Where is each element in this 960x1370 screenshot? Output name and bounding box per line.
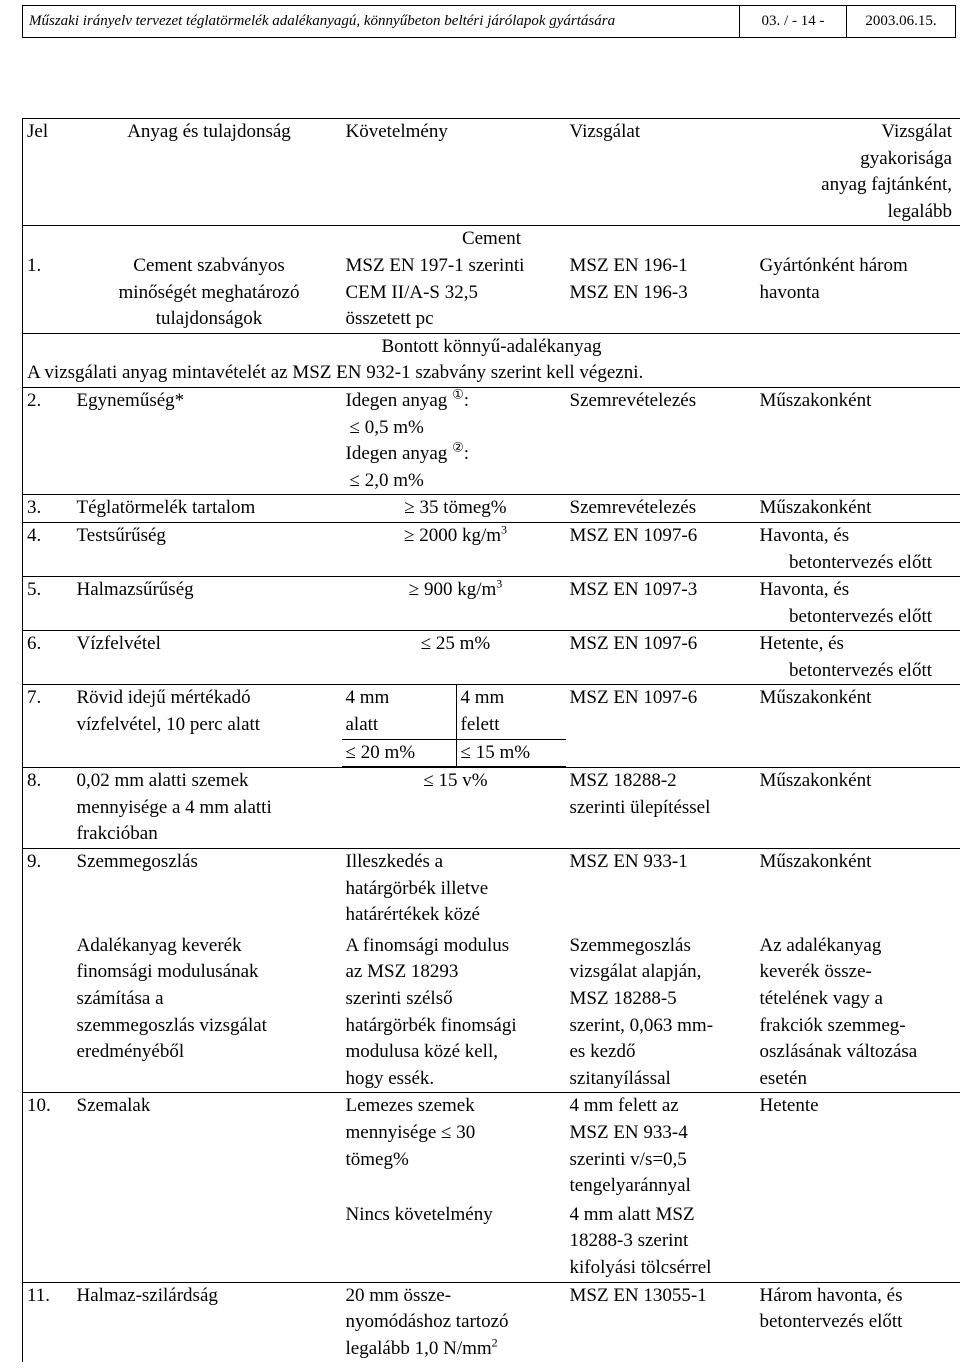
row-number: 6. bbox=[23, 631, 73, 685]
row-frequency: Műszakonként bbox=[756, 495, 960, 523]
col-gyakorisag: Vizsgálat gyakorisága anyag fajtánként, legalább bbox=[756, 119, 960, 226]
row-test: MSZ EN 1097-3 bbox=[566, 577, 756, 631]
table-row bbox=[23, 1093, 960, 1200]
document-date: 2003.06.15. bbox=[865, 13, 937, 30]
row-property: Testsűrűség bbox=[73, 522, 342, 576]
row-test: MSZ EN 13055-1 bbox=[569, 1284, 707, 1306]
table-row bbox=[23, 253, 960, 333]
col-anyag: Anyag és tulajdonság bbox=[73, 119, 342, 226]
row-requirement: A finomsági modulus az MSZ 18293 szerinti szélső határgörbék finomsági modulusa közé kell, hogy essék. bbox=[342, 929, 566, 1093]
row-frequency: Hetente bbox=[756, 1093, 960, 1200]
row-number: 9. bbox=[23, 849, 73, 929]
row-requirement: ≤ 15 v% bbox=[342, 768, 566, 849]
row-property: Szemalak bbox=[76, 1095, 151, 1117]
page-number: 03. / - 14 - bbox=[740, 6, 847, 37]
section-cement: Cement bbox=[23, 226, 960, 253]
row-requirement: ≤ 25 m% bbox=[342, 631, 566, 685]
row-test: Szemrevételezés bbox=[566, 387, 756, 494]
row-requirement: Lemezes szemek mennyisége ≤ 30 tömeg% bbox=[342, 1093, 566, 1200]
row-number: 7. bbox=[23, 685, 73, 768]
row-requirement: Illeszkedés a határgörbék illetve határértékek közé bbox=[345, 851, 489, 926]
row-frequency: Gyártónként három havonta bbox=[756, 253, 960, 333]
col-kovetelmeny: Követelmény bbox=[342, 119, 566, 226]
note-row bbox=[23, 360, 960, 387]
row-property: Vízfelvétel bbox=[73, 631, 342, 685]
row-test: MSZ EN 933-1 bbox=[569, 851, 688, 873]
col-jel: Jel bbox=[23, 119, 73, 226]
section-bontott: Bontott könnyű-adalékanyag bbox=[23, 333, 960, 360]
row-number: 4. bbox=[23, 522, 73, 576]
table-row bbox=[23, 577, 960, 631]
row-requirement: Idegen anyag ①: ≤ 0,5 m% Idegen anyag ②: ≤ 2,0 m% bbox=[342, 387, 566, 494]
row-test: MSZ EN 1097-6 bbox=[566, 522, 756, 576]
row-test: MSZ EN 1097-6 bbox=[566, 631, 756, 685]
row-test: MSZ 18288-2 szerinti ülepítéssel bbox=[566, 768, 756, 849]
table-header-row bbox=[23, 119, 960, 226]
row-frequency: Műszakonként bbox=[756, 685, 960, 768]
row-requirement: ≥ 900 $kg/m^3$ bbox=[342, 577, 566, 631]
table-row bbox=[23, 929, 960, 1093]
table-row bbox=[23, 768, 960, 849]
table-row bbox=[23, 522, 960, 576]
col-vizsgalat: Vizsgálat bbox=[566, 119, 756, 226]
row-requirement: ≥ 2000 $kg/m^3$ bbox=[342, 522, 566, 576]
table-row bbox=[23, 631, 960, 685]
row-number: 8. bbox=[23, 768, 73, 849]
row-number: 5. bbox=[23, 577, 73, 631]
row-frequency: Havonta, és betontervezés előtt bbox=[756, 522, 960, 576]
row-property: Téglatörmelék tartalom bbox=[73, 495, 342, 523]
section-row bbox=[23, 226, 960, 253]
row-frequency: Három havonta, és betontervezés előtt bbox=[756, 1282, 960, 1362]
row-test: 4 mm alatt MSZ 18288-3 szerint kifolyási tölcsérrel bbox=[566, 1200, 756, 1282]
row-number: 1. bbox=[23, 253, 73, 333]
row-test: 4 mm felett az MSZ EN 933-4 szerinti v/s=0,5 tengelyaránnyal bbox=[569, 1095, 691, 1197]
row-frequency: Havonta, és betontervezés előtt bbox=[756, 577, 960, 631]
section-row bbox=[23, 333, 960, 360]
row-number: 3. bbox=[23, 495, 73, 523]
row-frequency: Műszakonként bbox=[756, 387, 960, 494]
row-requirement: Nincs követelmény bbox=[342, 1200, 566, 1282]
row-property: Adalékanyag keverék finomsági modulusának számítása a szemmegoszlás vizsgálat eredményéből bbox=[73, 929, 342, 1093]
row-test: MSZ EN 196-1 MSZ EN 196-3 bbox=[566, 253, 756, 333]
row-property: Cement szabványos minőségét meghatározó tulajdonságok bbox=[73, 253, 342, 333]
table-row bbox=[23, 387, 960, 494]
row-test: MSZ EN 1097-6 bbox=[566, 685, 756, 768]
table-row bbox=[23, 495, 960, 523]
row-test: Szemrevételezés bbox=[566, 495, 756, 523]
sampling-note: A vizsgálati anyag mintavételét az MSZ EN 932-1 szabvány szerint kell végezni. bbox=[23, 360, 960, 387]
row-property: Halmaz-szilárdság bbox=[76, 1284, 218, 1306]
row-requirement: MSZ EN 197-1 szerinti CEM II/A-S 32,5 összetett pc bbox=[342, 253, 566, 333]
row-property: 0,02 mm alatti szemek mennyisége a 4 mm alatti frakcióban bbox=[73, 768, 342, 849]
row-property: Egyneműség* bbox=[73, 387, 342, 494]
row-number: 10. bbox=[23, 1093, 73, 1200]
row-property: Szemmegoszlás bbox=[76, 851, 198, 873]
row-requirement: 4 mm alatt 4 mm felett ≤ 20 m% ≤ 15 m% bbox=[342, 685, 566, 768]
row-number: 11. bbox=[23, 1282, 73, 1362]
row-frequency: Műszakonként bbox=[756, 768, 960, 849]
table-row bbox=[23, 849, 960, 929]
row-property: Halmazsűrűség bbox=[73, 577, 342, 631]
row-requirement: 20 mm össze- nyomódáshoz tartozó legalább 1,0 $N/mm^2$ bbox=[345, 1284, 509, 1359]
row-test: Szemmegoszlás vizsgálat alapján, MSZ 18288-5 szerint, 0,063 mm- es kezdő szitanyílással bbox=[566, 929, 756, 1093]
row-number: 2. bbox=[23, 387, 73, 494]
table-row bbox=[23, 1200, 960, 1282]
table-row bbox=[23, 685, 960, 768]
row-frequency: Műszakonként bbox=[756, 849, 960, 929]
row-frequency: Az adalékanyag keverék össze- tételének vagy a frakciók szemmeg- oszlásának változása esetén bbox=[756, 929, 960, 1093]
table-row bbox=[23, 1282, 960, 1362]
document-title: Műszaki irányelv tervezet téglatörmelék adalékanyagú, könnyűbeton beltéri járólapok gyártására bbox=[23, 6, 740, 37]
row-frequency: Hetente, és betontervezés előtt bbox=[756, 631, 960, 685]
page-header bbox=[22, 5, 956, 38]
row-property: Rövid idejű mértékadó vízfelvétel, 10 perc alatt bbox=[73, 685, 342, 768]
row-requirement: ≥ 35 tömeg% bbox=[342, 495, 566, 523]
requirements-table bbox=[22, 118, 960, 1362]
